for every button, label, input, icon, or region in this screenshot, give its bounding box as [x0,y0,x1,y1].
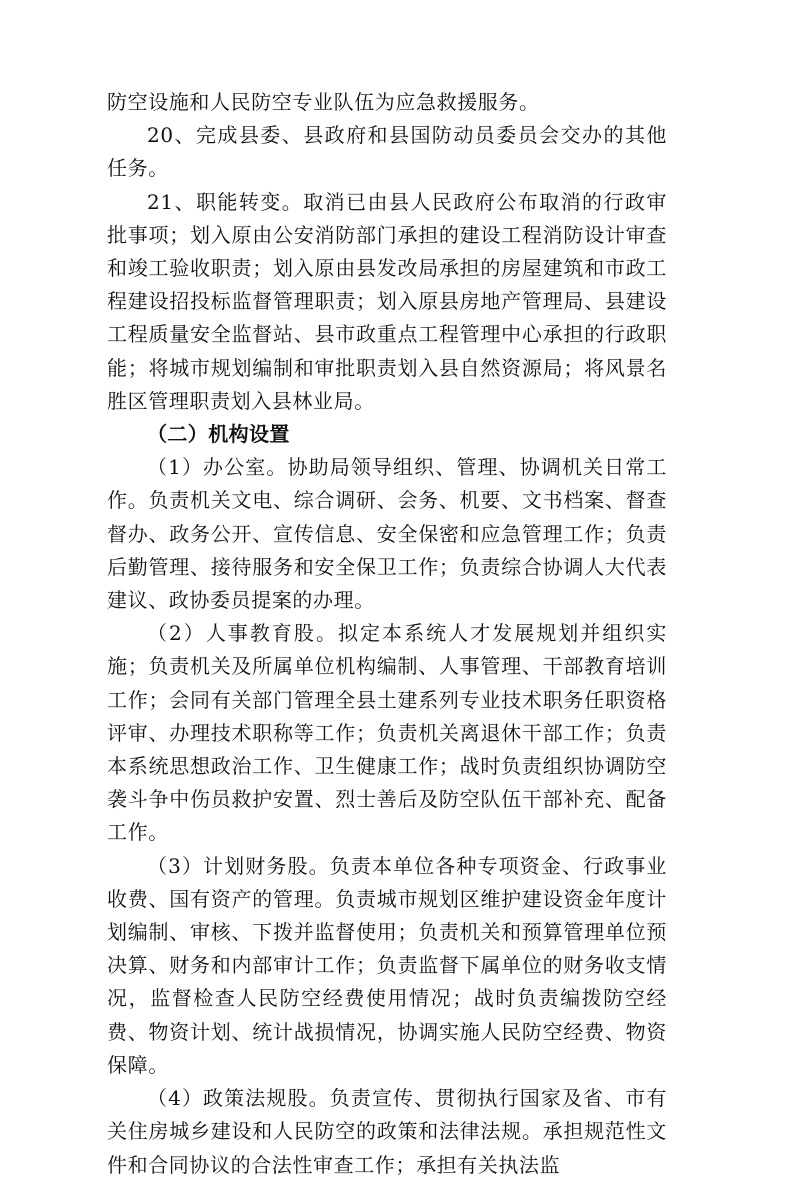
paragraph-finance: （3）计划财务股。负责本单位各种专项资金、行政事业收费、国有资产的管理。负责城市规划区维护建设资金年度计划编制、审核、下拨并监督使用；负责机关和预算管理单位预决算、财务和内部审计工作；负责监督下属单位的财务收支情况，监督检查人民防空经费使用情况；战时负责编拨防空经费、物资计划、统计战损情况，协调实施人民防空经费、物资保障。 [107,853,667,1077]
paragraph-office: （1）办公室。协助局领导组织、管理、协调机关日常工作。负责机关文电、综合调研、会务、机要、文书档案、督查督办、政务公开、宣传信息、安全保密和应急管理工作；负责后勤管理、接待服务和安全保卫工作；负责综合协调人大代表建议、政协委员提案的办理。 [107,455,667,613]
paragraph-item-21: 21、职能转变。取消已由县人民政府公布取消的行政审批事项；划入原由公安消防部门承担的建设工程消防设计审查和竣工验收职责；划入原由县发改局承担的房屋建筑和市政工程建设招投标监督管理职责；划入原县房地产管理局、县建设工程质量安全监督站、县市政重点工程管理中心承担的行政职能；将城市规划编制和审批职责划入县自然资源局；将风景名胜区管理职责划入县林业局。 [107,189,667,413]
paragraph-item-20: 20、完成县委、县政府和县国防动员委员会交办的其他任务。 [107,123,667,181]
paragraph-personnel: （2）人事教育股。拟定本系统人才发展规划并组织实施；负责机关及所属单位机构编制、人事管理、干部教育培训工作；会同有关部门管理全县土建系列专业技术职务任职资格评审、办理技术职称等工作；负责机关离退休干部工作；负责本系统思想政治工作、卫生健康工作；战时负责组织协调防空袭斗争中伤员救护安置、烈士善后及防空队伍干部补充、配备工作。 [107,621,667,845]
paragraph-continuation: 防空设施和人民防空专业队伍为应急救援服务。 [107,90,540,114]
section-heading: （二）机构设置 [147,422,290,447]
document-body [107,86,667,1182]
paragraph-policy: （4）政策法规股。负责宣传、贯彻执行国家及省、市有关住房城乡建设和人民防空的政策和法律法规。承担规范性文件和合同协议的合法性审查工作；承担有关执法监 [107,1086,667,1177]
